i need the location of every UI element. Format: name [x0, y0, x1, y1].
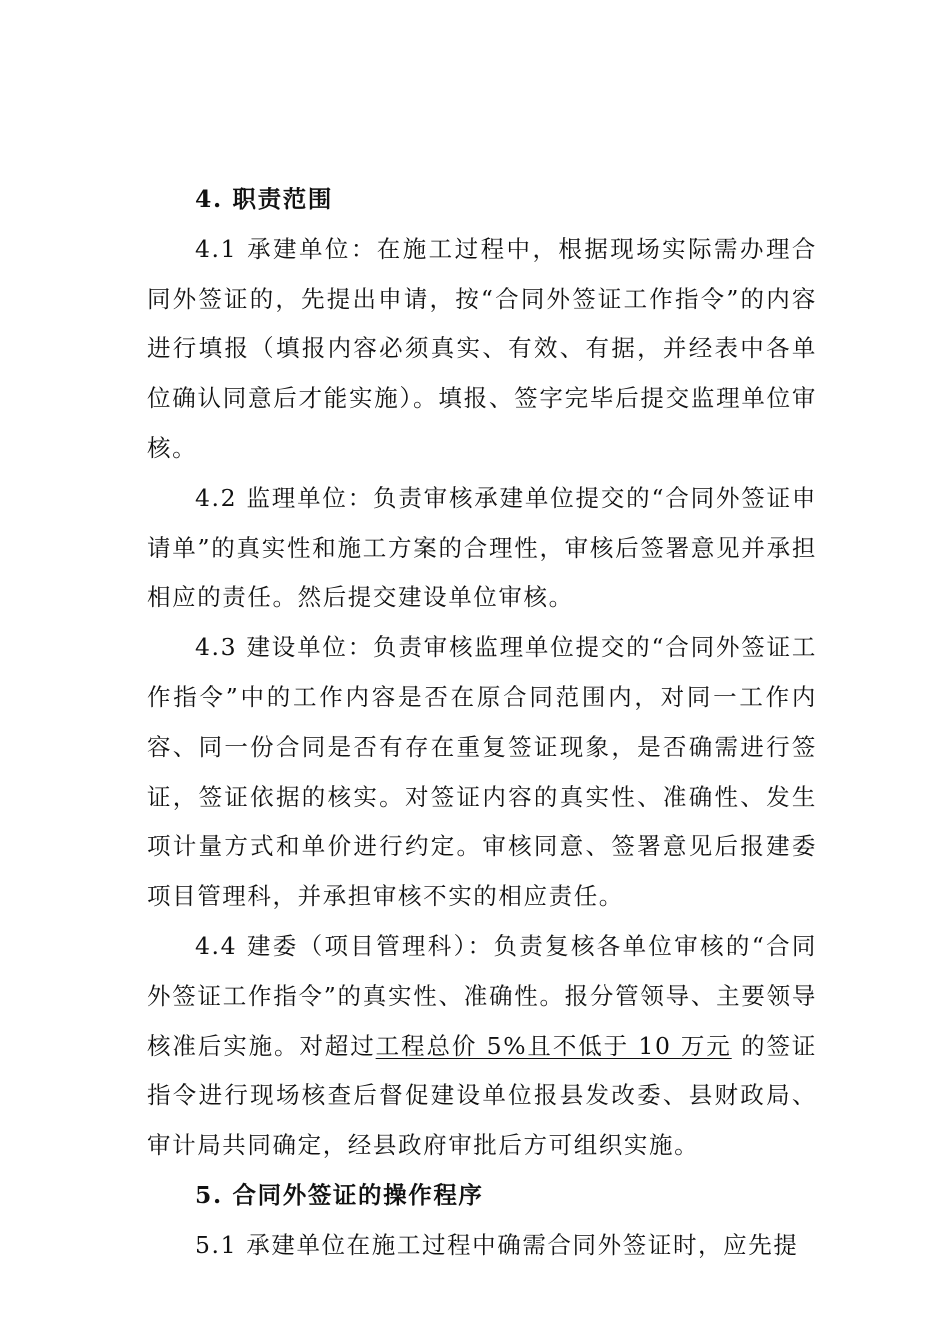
- section-heading-4: 4. 职责范围: [195, 185, 333, 213]
- section-heading-5: 5. 合同外签证的操作程序: [195, 1180, 484, 1209]
- paragraph-4-4-text-before: 4.4 建委（项目管理科）：负责复核各单位审核的“合同外签证工作指令”的真实性、准确性。报分管领导、主要领导核准后实施。对超过: [147, 931, 817, 1060]
- paragraph-4-4: [147, 922, 817, 1171]
- paragraph-4-4-underlined-threshold: 工程总价 5%且不低于 10 万元: [375, 1031, 732, 1060]
- document-body: [147, 175, 817, 1271]
- paragraph-4-3: 4.3 建设单位：负责审核监理单位提交的“合同外签证工作指令”中的工作内容是否在原合同范围内，对同一工作内容、同一份合同是否有存在重复签证现象，是否确需进行签证，签证依据的核实。对签证内容的真实性、准确性、发生项计量方式和单价进行约定。审核同意、签署意见后报建委项目管理科，并承担审核不实的相应责任。: [147, 633, 817, 911]
- paragraph-4-2: 4.2 监理单位：负责审核承建单位提交的“合同外签证申请单”的真实性和施工方案的合理性，审核后签署意见并承担相应的责任。然后提交建设单位审核。: [147, 483, 817, 612]
- paragraph-5-1: 5.1 承建单位在施工过程中确需合同外签证时，应先提: [195, 1230, 799, 1259]
- paragraph-4-4-text-after: 的签证指令进行现场核查后督促建设单位报县发改委、县财政局、审计局共同确定，经县政府审批后方可组织实施。: [147, 1031, 818, 1160]
- paragraph-4-1: 4.1 承建单位：在施工过程中，根据现场实际需办理合同外签证的，先提出申请，按“合同外签证工作指令”的内容进行填报（填报内容必须真实、有效、有据，并经表中各单位确认同意后才能实施）。填报、签字完毕后提交监理单位审核。: [147, 234, 817, 462]
